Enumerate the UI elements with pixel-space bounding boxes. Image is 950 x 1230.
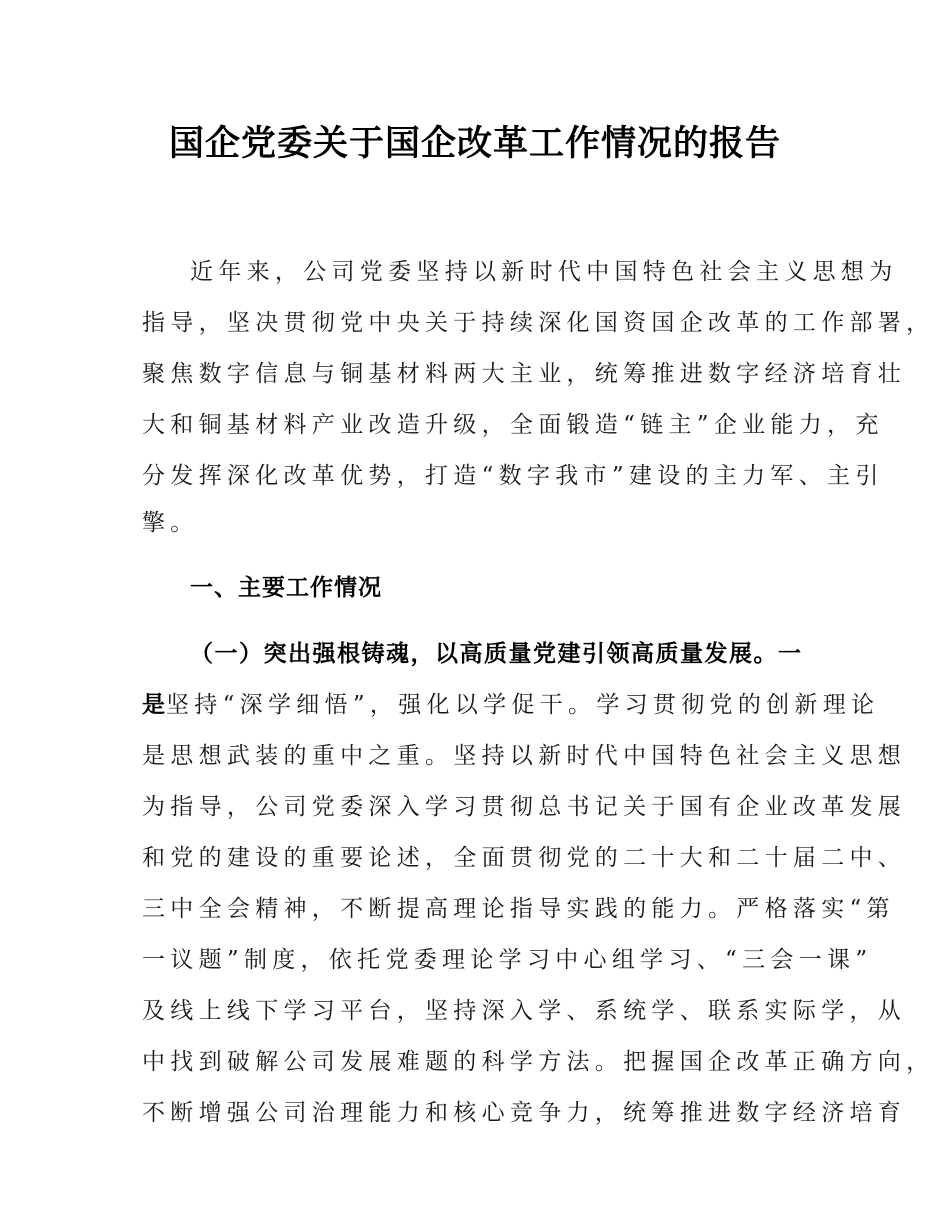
paragraph-line: 一议题”制度，依托党委理论学习中心组学习、“三会一课” xyxy=(142,947,873,973)
paragraph-line xyxy=(142,690,880,720)
paragraph-line: 是思想武装的重中之重。坚持以新时代中国特色社会主义思想 xyxy=(142,743,907,769)
paragraph-line: 三中全会精神，不断提高理论指导实践的能力。严格落实“第 xyxy=(142,896,895,922)
paragraph-line: 聚焦数字信息与铜基材料两大主业，统筹推进数字经济培育壮 xyxy=(142,361,907,387)
subsection-heading: （一）突出强根铸魂，以高质量党建引领高质量发展。一 xyxy=(190,641,803,667)
paragraph-line: 和党的建设的重要论述，全面贯彻党的二十大和二十届二中、 xyxy=(142,845,907,871)
line-text: 坚持“深学细悟”，强化以学促干。学习贯彻党的创新理论 xyxy=(166,692,880,718)
paragraph-line: 及线上线下学习平台，坚持深入学、系统学、联系实际学，从 xyxy=(142,998,907,1024)
bold-prefix: 是 xyxy=(142,692,166,718)
paragraph-line: 中找到破解公司发展难题的科学方法。把握国企改革正确方向， xyxy=(142,1049,935,1075)
section-heading: 一、主要工作情况 xyxy=(190,575,382,601)
paragraph-line: 近年来，公司党委坚持以新时代中国特色社会主义思想为 xyxy=(190,259,898,285)
paragraph-line: 大和铜基材料产业改造升级，全面锻造“链主”企业能力，充 xyxy=(142,412,884,438)
paragraph-line: 不断增强公司治理能力和核心竞争力，统筹推进数字经济培育 xyxy=(142,1100,907,1126)
paragraph-line: 为指导，公司党委深入学习贯彻总书记关于国有企业改革发展 xyxy=(142,794,907,820)
paragraph-line: 擎。 xyxy=(142,510,199,536)
paragraph-line: 指导，坚决贯彻党中央关于持续深化国资国企改革的工作部署， xyxy=(142,310,935,336)
paragraph-line: 分发挥深化改革优势，打造“数字我市”建设的主力军、主引 xyxy=(142,463,884,489)
document-title: 国企党委关于国企改革工作情况的报告 xyxy=(168,124,781,164)
